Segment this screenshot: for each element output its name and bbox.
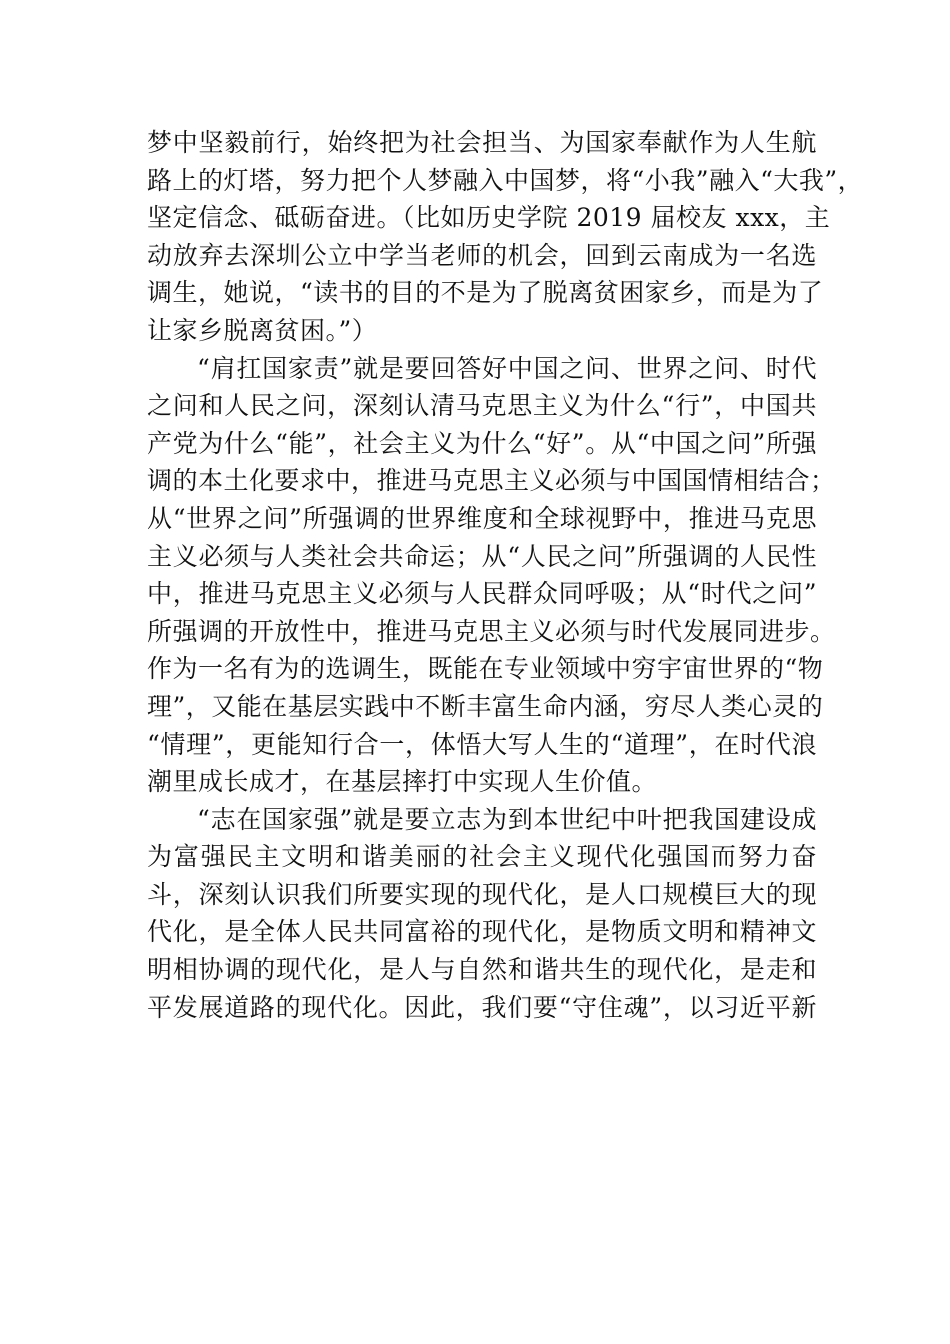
text-line: 明相协调的现代化，是人与自然和谐共生的现代化，是走和 [147, 955, 817, 985]
text-line: “志在国家强”就是要立志为到本世纪中叶把我国建设成 [197, 804, 817, 834]
document-body [147, 124, 864, 1026]
text-line: 坚定信念、砥砺奋进。（比如历史学院 2019 届校友 xxx，主 [147, 203, 831, 233]
paragraph-1 [147, 124, 864, 350]
text-line: 斗，深刻认识我们所要实现的现代化，是人口规模巨大的现 [147, 879, 817, 909]
text-line: 作为一名有为的选调生，既能在专业领域中穷宇宙世界的“物 [147, 654, 824, 684]
paragraph-3 [147, 801, 817, 1027]
text-line: 为富强民主文明和谐美丽的社会主义现代化强国而努力奋 [147, 842, 817, 872]
text-line: 调生，她说，“读书的目的不是为了脱离贫困家乡，而是为了 [147, 278, 824, 308]
text-line: 路上的灯塔，努力把个人梦融入中国梦，将“小我”融入“大我”， [147, 165, 864, 195]
text-line: 从“世界之问”所强调的世界维度和全球视野中，推进马克思 [147, 503, 817, 533]
text-line: 所强调的开放性中，推进马克思主义必须与时代发展同进步。 [147, 616, 836, 646]
text-line: 调的本土化要求中，推进马克思主义必须与中国国情相结合； [147, 466, 836, 496]
text-line: 理”，又能在基层实践中不断丰富生命内涵，穷尽人类心灵的 [147, 691, 824, 721]
paragraph-2 [147, 350, 836, 801]
text-line: “情理”，更能知行合一，体悟大写人生的“道理”，在时代浪 [147, 729, 817, 759]
text-line: 潮里成长成才，在基层摔打中实现人生价值。 [147, 767, 658, 797]
text-line: 梦中坚毅前行，始终把为社会担当、为国家奉献作为人生航 [147, 128, 817, 157]
text-line: 代化，是全体人民共同富裕的现代化，是物质文明和精神文 [147, 917, 817, 947]
text-line: 主义必须与人类社会共命运；从“人民之问”所强调的人民性 [147, 541, 817, 571]
text-line: 产党为什么“能”，社会主义为什么“好”。从“中国之问”所强 [147, 428, 817, 458]
text-line: 中，推进马克思主义必须与人民群众同呼吸；从“时代之问” [147, 579, 817, 609]
text-line: 之问和人民之问，深刻认清马克思主义为什么“行”，中国共 [147, 391, 817, 421]
text-line: 平发展道路的现代化。因此，我们要“守住魂”，以习近平新 [147, 992, 817, 1022]
text-line: “肩扛国家责”就是要回答好中国之问、世界之问、时代 [197, 353, 817, 383]
text-line: 动放弃去深圳公立中学当老师的机会，回到云南成为一名选 [147, 240, 817, 270]
text-line: 让家乡脱离贫困。”） [147, 315, 378, 345]
